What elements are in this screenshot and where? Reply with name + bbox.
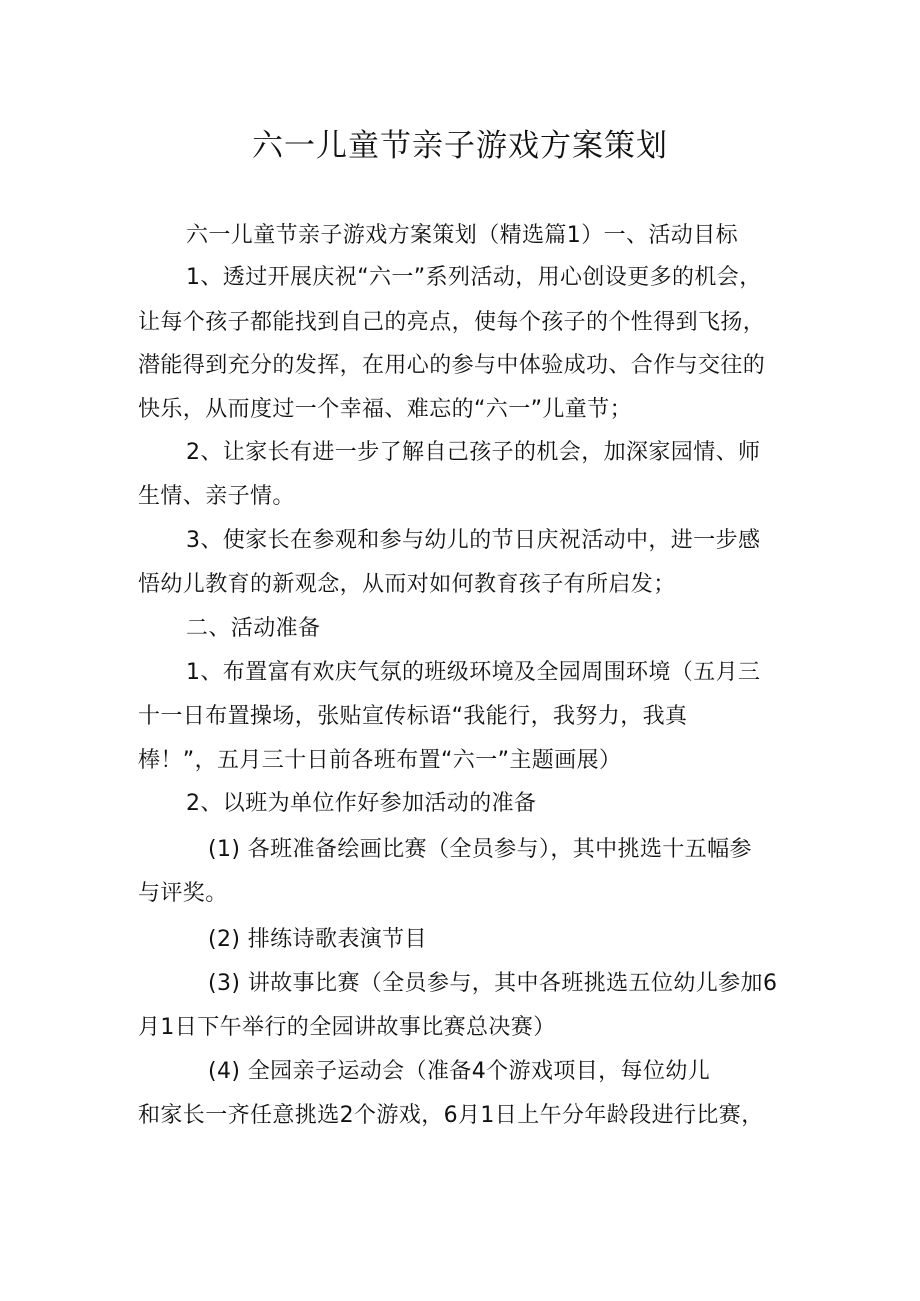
paragraph-line: 3、使家长在参观和参与幼儿的节日庆祝活动中，进一步感 [186, 528, 761, 553]
list-item-line: (3) 讲故事比赛（全员参与，其中各班挑选五位幼儿参加6 [208, 971, 778, 996]
section-heading: 二、活动准备 [186, 616, 321, 641]
document-title: 六一儿童节亲子游戏方案策划 [252, 128, 668, 164]
list-item-line: (2) 排练诗歌表演节目 [208, 927, 427, 952]
paragraph-line: 1、布置富有欢庆气氛的班级环境及全园周围环境（五月三 [186, 660, 761, 685]
paragraph-line: 2、让家长有进一步了解自己孩子的机会，加深家园情、师 [186, 440, 761, 465]
paragraph-line: 潜能得到充分的发挥，在用心的参与中体验成功、合作与交往的 [138, 353, 766, 378]
paragraph-line: 月1日下午举行的全园讲故事比赛总决赛） [138, 1015, 556, 1040]
paragraph-line: 棒！”，五月三十日前各班布置“六一”主题画展） [138, 748, 622, 773]
paragraph-line: 快乐，从而度过一个幸福、难忘的“六一”儿童节； [138, 397, 632, 422]
paragraph-line: 1、透过开展庆祝“六一”系列活动，用心创设更多的机会， [186, 265, 762, 290]
paragraph-line: 十一日布置操场，张贴宣传标语“我能行，我努力，我真 [138, 704, 688, 729]
paragraph-line: 与评奖。 [138, 881, 228, 906]
list-item-line: (1) 各班准备绘画比赛（全员参与），其中挑选十五幅参 [208, 837, 752, 862]
paragraph-line: 2、以班为单位作好参加活动的准备 [186, 791, 537, 816]
paragraph-line: 和家长一齐任意挑选2个游戏，6月1日上午分年龄段进行比赛， [138, 1103, 764, 1128]
paragraph-line: 悟幼儿教育的新观念，从而对如何教育孩子有所启发； [138, 572, 676, 597]
list-item-line: (4) 全园亲子运动会（准备4个游戏项目，每位幼儿 [208, 1059, 711, 1084]
paragraph-line: 让每个孩子都能找到自己的亮点，使每个孩子的个性得到飞扬， [138, 310, 766, 335]
paragraph-line: 六一儿童节亲子游戏方案策划（精选篇1）一、活动目标 [186, 223, 738, 248]
paragraph-line: 生情、亲子情。 [138, 484, 295, 509]
